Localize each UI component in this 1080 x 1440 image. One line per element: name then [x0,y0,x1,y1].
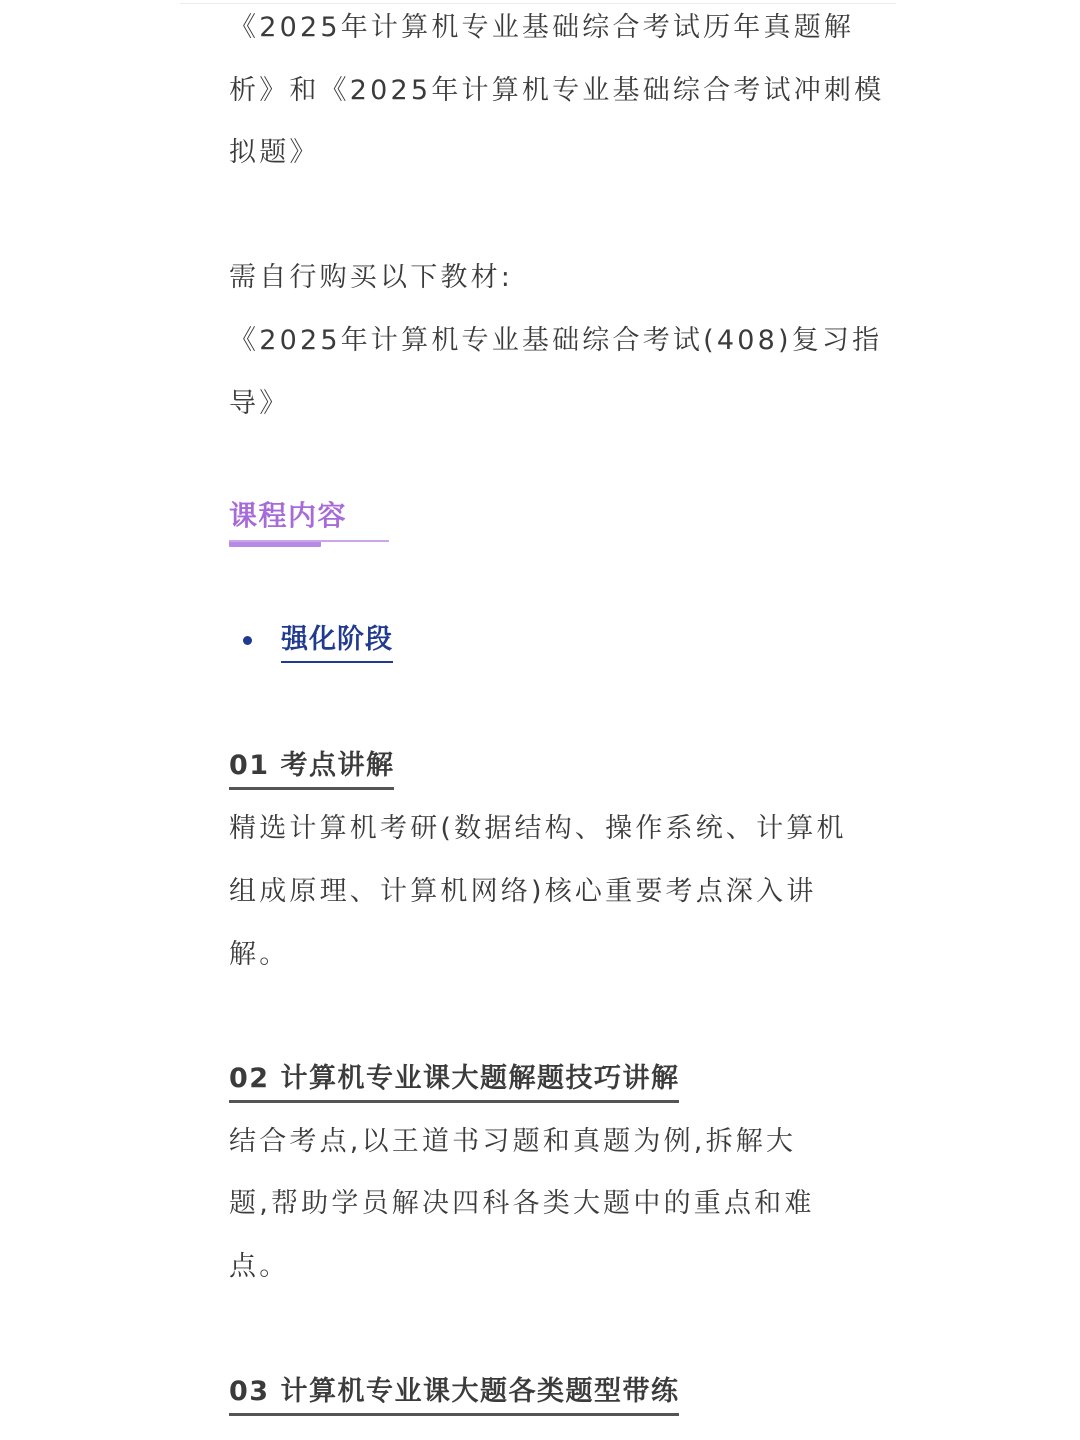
books-line-3: 拟题》 [229,137,320,168]
item-01-line-3: 解。 [229,939,290,970]
top-divider [180,3,896,4]
item-heading-01: 01 考点讲解 [229,746,394,790]
item-01-line-2: 组成原理、计算机网络)核心重要考点深入讲 [229,876,817,907]
item-02-line-3: 点。 [229,1251,290,1282]
item-heading-02: 02 计算机专业课大题解题技巧讲解 [229,1059,679,1103]
books-line-2: 析》和《2025年计算机专业基础综合考试冲刺模 [229,75,885,106]
underline-accent-thin [229,540,389,542]
item-01-line-1: 精选计算机考研(数据结构、操作系统、计算机 [229,813,847,844]
books-line-1: 《2025年计算机专业基础综合考试历年真题解 [229,12,855,43]
purchase-label: 需自行购买以下教材: [229,262,514,293]
stage-title: 强化阶段 [281,620,393,663]
bullet-dot-icon [243,636,252,645]
item-02-line-2: 题,帮助学员解决四科各类大题中的重点和难 [229,1188,815,1219]
item-02-line-1: 结合考点,以王道书习题和真题为例,拆解大 [229,1126,797,1157]
textbook-line-2: 导》 [229,388,290,419]
textbook-line-1: 《2025年计算机专业基础综合考试(408)复习指 [229,325,883,356]
section-heading-course-content [229,496,389,548]
section-title: 课程内容 [229,499,348,532]
item-heading-03: 03 计算机专业课大题各类题型带练 [229,1372,679,1416]
section-title-underline [229,540,389,548]
